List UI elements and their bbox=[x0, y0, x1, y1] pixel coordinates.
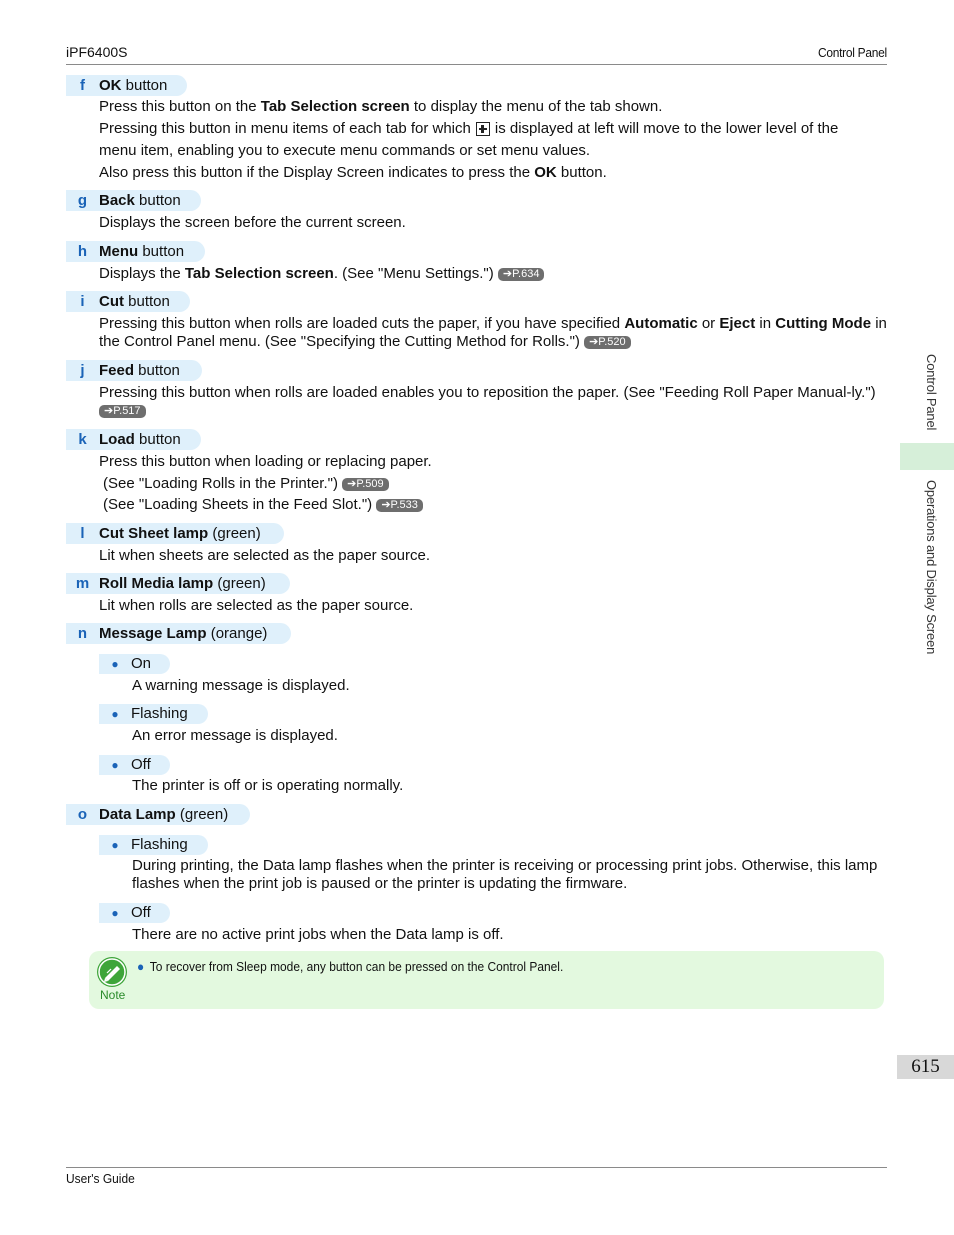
roll-media-lamp-desc: Lit when rolls are selected as the paper source. bbox=[99, 597, 414, 614]
pencil-note-icon bbox=[97, 957, 127, 987]
item-heading-feed-button bbox=[66, 360, 202, 381]
item-heading-cut-button bbox=[66, 291, 190, 312]
item-suffix: button bbox=[124, 293, 170, 310]
page-ref-link[interactable]: ➔P.634 bbox=[498, 268, 545, 281]
item-letter: j bbox=[80, 362, 85, 379]
item-name: Roll Media lamp bbox=[99, 575, 214, 592]
item-suffix: button bbox=[134, 192, 181, 209]
message-lamp-on: ● On bbox=[99, 654, 170, 674]
item-heading-message-lamp bbox=[66, 623, 291, 644]
cut-desc: Pressing this button when rolls are loaded cuts the paper, if you have specified Automatic or Eject in Cutting Mode in the Control Panel menu. (See "Specifying the Cutting Method for Rolls.") ➔P.520 bbox=[99, 315, 887, 350]
note-label: Note bbox=[100, 988, 126, 1002]
item-name: Back bbox=[99, 192, 135, 209]
header-section: Control Panel bbox=[818, 45, 887, 60]
item-name: Data Lamp bbox=[99, 806, 176, 823]
item-letter: k bbox=[78, 431, 87, 448]
note-box bbox=[89, 951, 884, 1009]
item-name: Menu bbox=[99, 243, 139, 260]
item-suffix: button bbox=[134, 362, 180, 379]
item-heading-back-button bbox=[66, 190, 201, 211]
bullet-icon: ● bbox=[111, 758, 119, 772]
item-letter: n bbox=[77, 625, 88, 642]
item-letter: g bbox=[77, 192, 88, 209]
side-chapter-label: Control Panel bbox=[924, 354, 939, 431]
message-lamp-flashing-desc: An error message is displayed. bbox=[132, 727, 338, 744]
ok-desc-line2: Pressing this button in menu items of each tab for which is displayed at left will move to the lower level of the bbox=[99, 120, 839, 137]
side-section-label: Operations and Display Screen bbox=[924, 480, 939, 655]
ok-desc-line4: Also press this button if the Display Screen indicates to press the OK button. bbox=[99, 164, 607, 181]
page-ref-link[interactable]: ➔P.520 bbox=[584, 336, 631, 349]
item-suffix: (green) bbox=[208, 525, 261, 542]
item-letter: f bbox=[80, 77, 85, 94]
item-letter: m bbox=[75, 575, 90, 592]
message-lamp-off: ● Off bbox=[99, 755, 170, 775]
item-suffix: button bbox=[134, 431, 181, 448]
cut-sheet-lamp-desc: Lit when sheets are selected as the paper source. bbox=[99, 547, 431, 564]
load-desc-line2: (See "Loading Rolls in the Printer.") ➔P.509 bbox=[103, 475, 389, 493]
item-suffix: button bbox=[138, 243, 185, 260]
page-ref-link[interactable]: ➔P.517 bbox=[99, 405, 146, 418]
ok-desc-line3: menu item, enabling you to execute menu commands or set menu values. bbox=[99, 142, 591, 159]
item-heading-ok-button bbox=[66, 75, 187, 96]
item-name: Load bbox=[99, 431, 135, 448]
plus-box-icon bbox=[476, 122, 490, 136]
message-lamp-off-desc: The printer is off or is operating normally. bbox=[132, 777, 404, 794]
bullet-icon: ● bbox=[111, 906, 119, 920]
item-suffix: (green) bbox=[213, 575, 266, 592]
message-lamp-on-desc: A warning message is displayed. bbox=[132, 677, 350, 694]
back-desc: Displays the screen before the current screen. bbox=[99, 214, 406, 231]
bullet-icon: ● bbox=[111, 657, 119, 671]
data-lamp-off: ● Off bbox=[99, 903, 170, 923]
menu-desc: Displays the Tab Selection screen. (See "Menu Settings.") ➔P.634 bbox=[99, 265, 544, 283]
load-desc-line1: Press this button when loading or replacing paper. bbox=[99, 453, 432, 470]
item-heading-load-button bbox=[66, 429, 201, 450]
item-letter: o bbox=[77, 806, 88, 823]
side-tab-marker bbox=[900, 443, 954, 470]
item-suffix: (green) bbox=[175, 806, 229, 823]
message-lamp-flashing: ● Flashing bbox=[99, 704, 208, 724]
item-heading-data-lamp bbox=[66, 804, 250, 825]
item-name: Feed bbox=[99, 362, 135, 379]
footer-rule bbox=[66, 1167, 887, 1168]
feed-desc: Pressing this button when rolls are loaded enables you to reposition the paper. (See "Feeding Roll Paper Manual-ly.") ➔P.517 bbox=[99, 384, 876, 417]
item-heading-roll-media-lamp bbox=[66, 573, 290, 594]
item-letter: l bbox=[80, 525, 85, 542]
page-ref-link[interactable]: ➔P.509 bbox=[342, 478, 389, 491]
item-name: OK bbox=[99, 77, 122, 94]
data-lamp-flashing: ● Flashing bbox=[99, 835, 208, 855]
data-lamp-flashing-desc: During printing, the Data lamp flashes when the printer is receiving or processing print jobs. Otherwise, this lamp flashes when the print job is paused or the printer is updating the firmware. bbox=[132, 857, 878, 892]
item-letter: h bbox=[77, 243, 88, 260]
bullet-icon: ● bbox=[137, 959, 145, 974]
load-desc-line3: (See "Loading Sheets in the Feed Slot.") ➔P.533 bbox=[103, 496, 423, 514]
item-heading-menu-button bbox=[66, 241, 205, 262]
note-text: ● To recover from Sleep mode, any button can be pressed on the Control Panel. bbox=[137, 959, 564, 974]
item-letter: i bbox=[80, 293, 85, 310]
item-name: Cut bbox=[99, 293, 124, 310]
page-number: 615 bbox=[897, 1055, 954, 1079]
item-heading-cut-sheet-lamp bbox=[66, 523, 284, 544]
item-suffix: (orange) bbox=[206, 625, 268, 642]
item-name: Message Lamp bbox=[99, 625, 207, 642]
header-rule bbox=[66, 64, 887, 65]
page-ref-link[interactable]: ➔P.533 bbox=[376, 499, 423, 512]
footer-guide: User's Guide bbox=[66, 1171, 135, 1186]
item-suffix: button bbox=[121, 77, 168, 94]
header-model: iPF6400S bbox=[66, 44, 128, 60]
data-lamp-off-desc: There are no active print jobs when the Data lamp is off. bbox=[132, 926, 504, 943]
item-name: Cut Sheet lamp bbox=[99, 525, 209, 542]
ok-desc-line1: Press this button on the Tab Selection screen to display the menu of the tab shown. bbox=[99, 98, 663, 115]
bullet-icon: ● bbox=[111, 838, 119, 852]
bullet-icon: ● bbox=[111, 707, 119, 721]
